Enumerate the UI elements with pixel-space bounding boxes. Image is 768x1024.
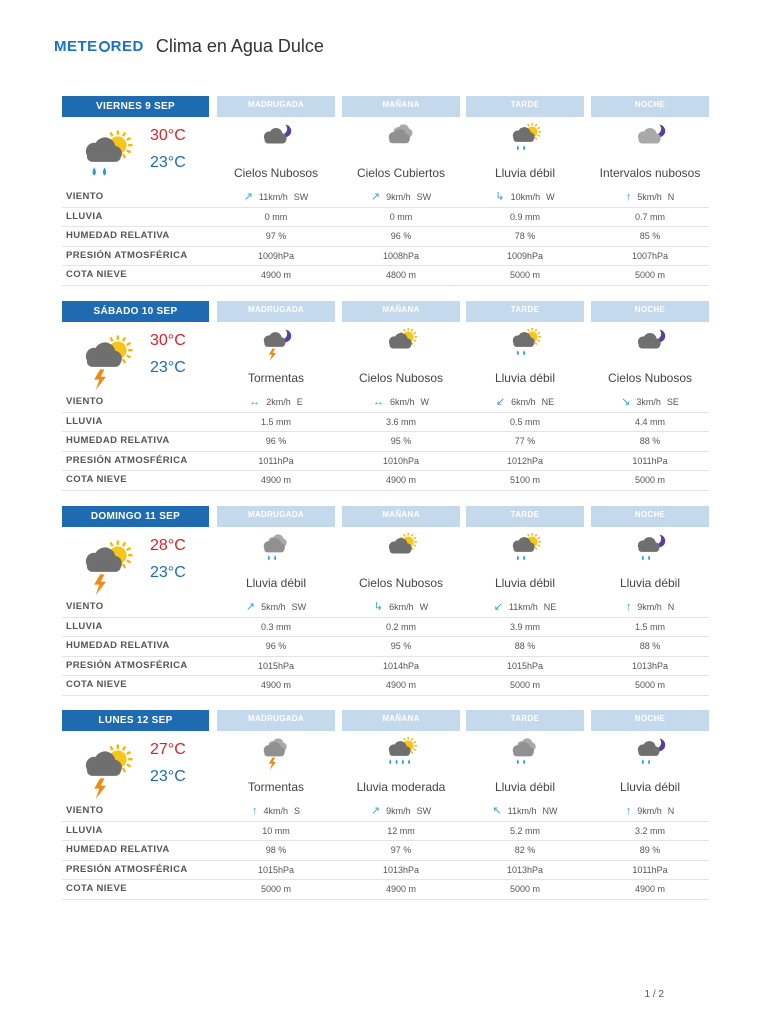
- hum-value: 96 %: [265, 641, 287, 652]
- wind-direction: N: [667, 806, 675, 816]
- wind-speed: 9km/h: [637, 806, 662, 816]
- pres-value: 1011hPa: [258, 455, 294, 466]
- period-name: NOCHE: [591, 301, 709, 322]
- wind-direction: SE: [666, 397, 679, 407]
- wind-cell: [342, 602, 460, 612]
- wind-arrow-icon: ↗: [243, 190, 253, 203]
- row-snow: [62, 471, 709, 491]
- period-name: MADRUGADA: [217, 710, 335, 731]
- logo-text-right: RED: [110, 37, 144, 55]
- max-temperature: 30°C: [150, 127, 186, 144]
- min-temperature: 23°C: [150, 768, 186, 785]
- hum-value: 97 %: [265, 231, 287, 242]
- rain-value: 3.2 mm: [634, 825, 665, 836]
- min-temperature: 23°C: [150, 154, 186, 171]
- period-description: Lluvia débil: [494, 166, 556, 180]
- wind-direction: NE: [543, 602, 557, 612]
- snow-value: 4900 m: [385, 680, 417, 691]
- row-label: COTA NIEVE: [66, 679, 128, 691]
- period-description: Lluvia moderada: [356, 780, 446, 794]
- wind-speed: 10km/h: [510, 192, 541, 202]
- period-1: [342, 96, 460, 180]
- snow-value: 4900 m: [634, 884, 666, 895]
- wind-arrow-icon: ↗: [245, 600, 256, 613]
- wind-speed: 6km/h: [389, 397, 415, 407]
- wind-direction: W: [546, 192, 555, 202]
- row-label: COTA NIEVE: [66, 269, 128, 281]
- period-name: TARDE: [466, 506, 584, 527]
- hum-value: 77 %: [514, 436, 536, 447]
- row-pres: [62, 452, 709, 472]
- page-header: [54, 33, 324, 59]
- hum-value: 78 %: [514, 231, 536, 242]
- wind-cell: [342, 397, 460, 407]
- period-2: [466, 96, 584, 180]
- day-forecast: [62, 96, 709, 288]
- period-description: Cielos Cubiertos: [356, 166, 446, 180]
- snow-value: 5000 m: [634, 475, 666, 486]
- period-description: Cielos Nubosos: [607, 371, 693, 385]
- wind-cell: [217, 397, 335, 407]
- row-snow: [62, 880, 709, 900]
- wind-direction: W: [419, 602, 429, 612]
- period-description: Tormentas: [247, 371, 305, 385]
- period-description: Cielos Nubosos: [358, 576, 444, 590]
- period-0: [217, 301, 335, 385]
- period-name: MAÑANA: [342, 506, 460, 527]
- row-label: VIENTO: [66, 805, 104, 816]
- day-label: DOMINGO 11 SEP: [62, 506, 209, 527]
- row-label: COTA NIEVE: [66, 883, 128, 895]
- period-0: [217, 506, 335, 590]
- period-description: Cielos Nubosos: [358, 371, 444, 385]
- wind-arrow-icon: ↘: [621, 395, 631, 408]
- period-name: MAÑANA: [342, 96, 460, 117]
- wind-arrow-icon: ↔: [372, 395, 384, 408]
- wind-direction: SW: [416, 192, 432, 202]
- pres-value: 1013hPa: [506, 864, 544, 875]
- pres-value: 1015hPa: [257, 660, 295, 671]
- wind-cell: [466, 602, 584, 612]
- wind-speed: 9km/h: [637, 602, 662, 612]
- wind-arrow-icon: ↗: [370, 190, 381, 203]
- wind-cell: [591, 806, 709, 816]
- period-1: [342, 506, 460, 590]
- period-2: [466, 301, 584, 385]
- wind-cell: [591, 397, 709, 407]
- wind-arrow-icon: ↗: [370, 804, 381, 817]
- row-rain: [62, 413, 709, 433]
- sun-cloud-rain-icon: [76, 129, 136, 185]
- moon-cloud-icon: [257, 122, 295, 156]
- wind-arrow-icon: ↙: [495, 395, 506, 408]
- period-description: Lluvia débil: [494, 780, 556, 794]
- rain-value: 0.9 mm: [509, 211, 540, 222]
- wind-direction: NW: [542, 806, 558, 816]
- pres-value: 1014hPa: [382, 660, 420, 671]
- hum-value: 88 %: [514, 641, 536, 652]
- snow-value: 5000 m: [509, 680, 541, 691]
- hum-value: 95 %: [390, 436, 412, 447]
- wind-cell: [591, 602, 709, 612]
- wind-arrow-icon: ↑: [625, 804, 632, 817]
- wind-arrow-icon: ↳: [495, 190, 505, 203]
- min-temperature: 23°C: [150, 359, 186, 376]
- snow-value: 4900 m: [260, 475, 292, 486]
- wind-speed: 11km/h: [508, 602, 538, 612]
- period-name: TARDE: [466, 710, 584, 731]
- period-3: [591, 96, 709, 180]
- wind-speed: 5km/h: [261, 602, 286, 612]
- snow-value: 4800 m: [385, 270, 417, 281]
- wind-speed: 6km/h: [389, 602, 414, 612]
- row-snow: [62, 676, 709, 696]
- snow-value: 4900 m: [385, 884, 417, 895]
- wind-arrow-icon: ↑: [625, 190, 632, 203]
- detail-rows: [62, 802, 709, 900]
- row-hum: [62, 637, 709, 657]
- row-label: HUMEDAD RELATIVA: [66, 640, 170, 652]
- wind-cell: [217, 602, 335, 612]
- period-3: [591, 506, 709, 590]
- sun-cloud-heavy-rain-icon: [382, 736, 420, 770]
- row-hum: [62, 841, 709, 861]
- pres-value: 1013hPa: [631, 660, 669, 671]
- row-rain: [62, 822, 709, 842]
- hum-value: 96 %: [265, 436, 287, 447]
- max-temperature: 27°C: [150, 741, 186, 758]
- snow-value: 5000 m: [634, 270, 666, 281]
- wind-speed: 4km/h: [263, 806, 288, 816]
- wind-cell: [217, 192, 335, 202]
- snow-value: 5000 m: [509, 884, 541, 895]
- hum-value: 97 %: [390, 845, 412, 856]
- row-label: LLUVIA: [66, 210, 103, 222]
- moon-cloud-icon: [631, 327, 669, 361]
- period-3: [591, 710, 709, 794]
- row-snow: [62, 266, 709, 286]
- rain-value: 3.6 mm: [385, 416, 416, 427]
- hum-value: 96 %: [390, 231, 412, 242]
- period-1: [342, 710, 460, 794]
- day-label: VIERNES 9 SEP: [62, 96, 209, 117]
- snow-value: 5000 m: [260, 884, 292, 895]
- rain-value: 0 mm: [264, 211, 288, 222]
- period-0: [217, 710, 335, 794]
- rain-value: 0 mm: [389, 211, 413, 222]
- wind-speed: 2km/h: [266, 397, 291, 407]
- pres-value: 1007hPa: [631, 250, 669, 261]
- row-hum: [62, 432, 709, 452]
- wind-cell: [466, 806, 584, 816]
- row-rain: [62, 618, 709, 638]
- row-label: COTA NIEVE: [66, 474, 128, 486]
- wind-direction: SW: [416, 806, 432, 816]
- wind-arrow-icon: ↳: [373, 600, 384, 613]
- moon-cloud-rain-icon: [631, 532, 669, 566]
- sun-cloud-icon: [382, 327, 420, 361]
- pres-value: 1015hPa: [257, 864, 295, 875]
- hum-value: 89 %: [639, 845, 661, 856]
- row-label: HUMEDAD RELATIVA: [66, 230, 170, 242]
- pres-value: 1013hPa: [382, 864, 420, 875]
- row-label: PRESIÓN ATMOSFÉRICA: [66, 249, 188, 261]
- rain-value: 4.4 mm: [634, 416, 665, 427]
- wind-arrow-icon: ↔: [249, 395, 261, 408]
- max-temperature: 28°C: [150, 537, 186, 554]
- rain-value: 10 mm: [262, 825, 290, 836]
- row-rain: [62, 208, 709, 228]
- period-description: Lluvia débil: [494, 576, 556, 590]
- max-temperature: 30°C: [150, 332, 186, 349]
- wind-direction: N: [667, 602, 675, 612]
- period-name: NOCHE: [591, 710, 709, 731]
- wind-direction: N: [667, 192, 675, 202]
- rain-value: 0.3 mm: [260, 621, 291, 632]
- period-0: [217, 96, 335, 180]
- period-description: Lluvia débil: [245, 576, 307, 590]
- period-2: [466, 710, 584, 794]
- rain-value: 1.5 mm: [634, 621, 665, 632]
- snow-value: 5000 m: [634, 680, 666, 691]
- hum-value: 88 %: [639, 641, 661, 652]
- day-forecast: [62, 506, 709, 698]
- row-label: PRESIÓN ATMOSFÉRICA: [66, 454, 188, 466]
- period-name: MADRUGADA: [217, 96, 335, 117]
- row-label: VIENTO: [66, 191, 104, 202]
- wind-direction: E: [296, 397, 303, 407]
- wind-cell: [591, 192, 709, 202]
- page-number: 1 / 2: [644, 989, 664, 1000]
- moon-cloud-rain-icon: [631, 736, 669, 770]
- row-pres: [62, 861, 709, 881]
- period-name: MAÑANA: [342, 301, 460, 322]
- wind-arrow-icon: ↑: [625, 600, 632, 613]
- rain-value: 12 mm: [387, 825, 415, 836]
- sun-cloud-rain-icon: [506, 532, 544, 566]
- pres-value: 1009hPa: [257, 250, 295, 261]
- snow-value: 4900 m: [260, 270, 292, 281]
- min-temperature: 23°C: [150, 564, 186, 581]
- overcast-rain-icon: [506, 736, 544, 770]
- moon-cloud-storm-icon: [257, 327, 295, 361]
- period-description: Cielos Nubosos: [233, 166, 319, 180]
- sun-cloud-storm-icon: [76, 334, 136, 390]
- wind-cell: [466, 192, 584, 202]
- overcast-icon: [382, 122, 420, 156]
- row-wind: [62, 188, 709, 208]
- row-pres: [62, 247, 709, 267]
- meteored-logo[interactable]: [54, 38, 144, 55]
- snow-value: 4900 m: [260, 680, 292, 691]
- pres-value: 1011hPa: [632, 455, 668, 466]
- wind-direction: SW: [293, 192, 309, 202]
- overcast-rain-icon: [257, 532, 295, 566]
- row-wind: [62, 802, 709, 822]
- sun-cloud-rain-icon: [506, 327, 544, 361]
- pres-value: 1015hPa: [506, 660, 544, 671]
- day-label: SÁBADO 10 SEP: [62, 301, 209, 322]
- hum-value: 85 %: [639, 231, 661, 242]
- wind-arrow-icon: ↖: [492, 804, 502, 817]
- wind-direction: S: [294, 806, 301, 816]
- period-name: MADRUGADA: [217, 301, 335, 322]
- hum-value: 82 %: [514, 845, 536, 856]
- page-title: Clima en Agua Dulce: [155, 35, 324, 56]
- snow-value: 5100 m: [509, 475, 541, 486]
- pres-value: 1008hPa: [382, 250, 420, 261]
- period-description: Lluvia débil: [619, 576, 681, 590]
- period-name: MAÑANA: [342, 710, 460, 731]
- sun-cloud-storm-icon: [76, 743, 136, 799]
- period-name: TARDE: [466, 96, 584, 117]
- row-wind: [62, 393, 709, 413]
- row-label: PRESIÓN ATMOSFÉRICA: [66, 659, 188, 671]
- pres-value: 1010hPa: [382, 455, 420, 466]
- logo-text-left: METE: [54, 37, 98, 55]
- wind-cell: [342, 192, 460, 202]
- row-label: HUMEDAD RELATIVA: [66, 844, 170, 856]
- row-label: VIENTO: [66, 396, 104, 407]
- wind-speed: 5km/h: [637, 192, 662, 202]
- row-label: LLUVIA: [66, 415, 103, 427]
- row-label: VIENTO: [66, 601, 104, 612]
- row-hum: [62, 227, 709, 247]
- hum-value: 88 %: [639, 436, 661, 447]
- row-label: HUMEDAD RELATIVA: [66, 435, 170, 447]
- period-3: [591, 301, 709, 385]
- day-forecast: [62, 301, 709, 493]
- hum-value: 95 %: [390, 641, 412, 652]
- row-label: LLUVIA: [66, 620, 103, 632]
- wind-direction: NE: [541, 397, 555, 407]
- detail-rows: [62, 188, 709, 286]
- wind-speed: 6km/h: [511, 397, 536, 407]
- wind-speed: 11km/h: [258, 192, 288, 202]
- wind-cell: [342, 806, 460, 816]
- period-name: NOCHE: [591, 96, 709, 117]
- wind-direction: W: [420, 397, 429, 407]
- rain-value: 0.2 mm: [385, 621, 416, 632]
- day-label: LUNES 12 SEP: [62, 710, 209, 731]
- wind-speed: 9km/h: [386, 806, 411, 816]
- day-forecast: [62, 710, 709, 902]
- row-label: PRESIÓN ATMOSFÉRICA: [66, 863, 188, 875]
- rain-value: 5.2 mm: [509, 825, 540, 836]
- period-name: MADRUGADA: [217, 506, 335, 527]
- pres-value: 1009hPa: [506, 250, 544, 261]
- period-name: NOCHE: [591, 506, 709, 527]
- period-description: Intervalos nubosos: [599, 166, 701, 180]
- overcast-storm-icon: [257, 736, 295, 770]
- logo-o-icon: [99, 41, 110, 52]
- pres-value: 1011hPa: [632, 864, 668, 875]
- snow-value: 4900 m: [385, 475, 417, 486]
- wind-cell: [217, 806, 335, 816]
- detail-rows: [62, 393, 709, 491]
- rain-value: 1.5 mm: [260, 416, 291, 427]
- moon-cloud-light-icon: [631, 122, 669, 156]
- wind-speed: 9km/h: [386, 192, 411, 202]
- rain-value: 3.9 mm: [509, 621, 540, 632]
- wind-cell: [466, 397, 584, 407]
- hum-value: 98 %: [265, 845, 287, 856]
- row-wind: [62, 598, 709, 618]
- period-2: [466, 506, 584, 590]
- period-description: Lluvia débil: [619, 780, 681, 794]
- rain-value: 0.7 mm: [634, 211, 665, 222]
- period-1: [342, 301, 460, 385]
- pres-value: 1012hPa: [506, 455, 544, 466]
- period-name: TARDE: [466, 301, 584, 322]
- row-label: LLUVIA: [66, 824, 103, 836]
- row-pres: [62, 657, 709, 677]
- wind-direction: SW: [291, 602, 307, 612]
- wind-arrow-icon: ↙: [493, 600, 503, 613]
- wind-speed: 3km/h: [636, 397, 661, 407]
- wind-arrow-icon: ↑: [251, 804, 258, 817]
- sun-cloud-storm-icon: [76, 539, 136, 595]
- wind-speed: 11km/h: [507, 806, 537, 816]
- detail-rows: [62, 598, 709, 696]
- sun-cloud-rain-icon: [506, 122, 544, 156]
- sun-cloud-icon: [382, 532, 420, 566]
- rain-value: 0.5 mm: [509, 416, 540, 427]
- snow-value: 5000 m: [509, 270, 541, 281]
- period-description: Tormentas: [247, 780, 305, 794]
- period-description: Lluvia débil: [494, 371, 556, 385]
